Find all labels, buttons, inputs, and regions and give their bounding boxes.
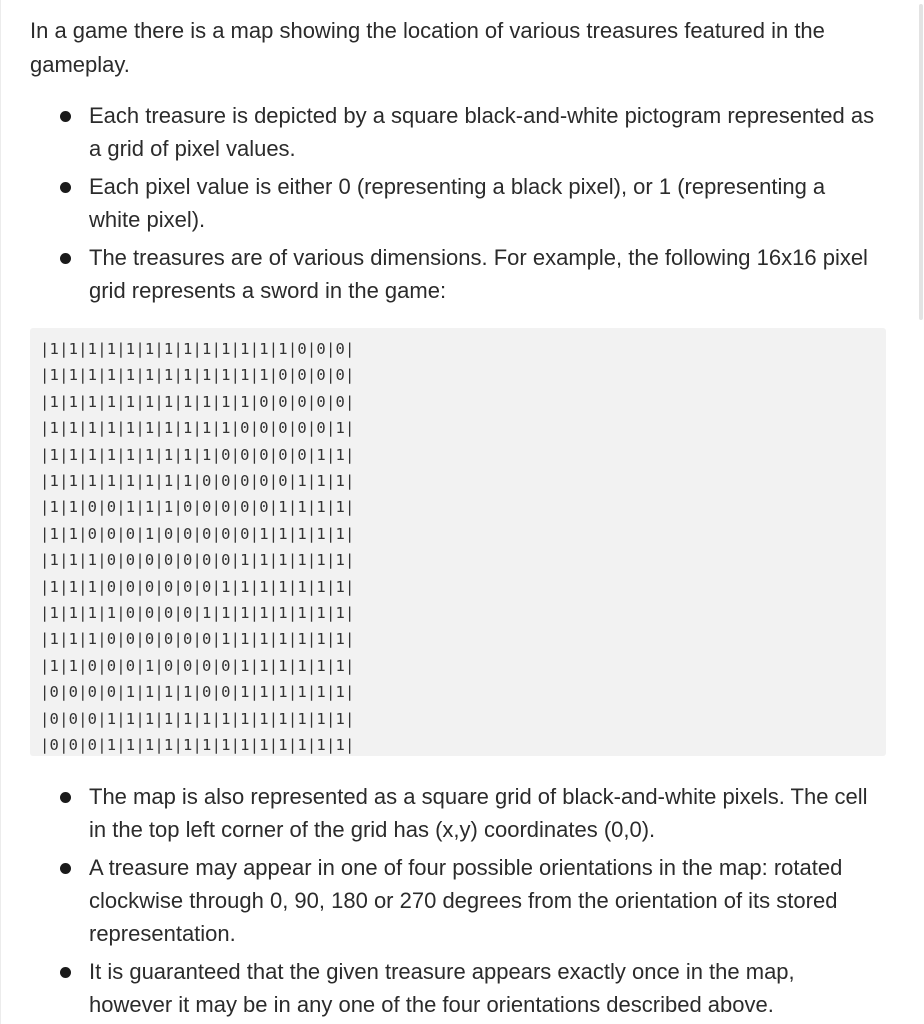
list-item-text: The treasures are of various dimensions. For example, the following 16x16 pixel grid represents a sword in the game: xyxy=(89,245,868,303)
grid-row: |0|0|0|1|1|1|1|1|1|1|1|1|1|1|1|1| xyxy=(40,736,355,755)
grid-row: |1|1|0|0|0|1|0|0|0|0|0|1|1|1|1|1| xyxy=(40,524,355,543)
left-border xyxy=(0,0,1,1024)
list-item-text: Each treasure is depicted by a square black-and-white pictogram represented as a grid of pixel values. xyxy=(89,103,875,161)
grid-row: |1|1|1|0|0|0|0|0|0|0|1|1|1|1|1|1| xyxy=(40,551,355,570)
grid-row: |1|1|0|0|1|1|1|0|0|0|0|0|1|1|1|1| xyxy=(40,498,355,517)
grid-row: |1|1|1|1|1|1|1|1|1|1|1|1|1|0|0|0| xyxy=(40,340,355,358)
grid-row: |1|1|1|1|1|1|1|1|1|1|1|1|0|0|0|0| xyxy=(40,366,355,385)
grid-row: |1|1|1|1|1|1|1|1|1|1|0|0|0|0|0|1| xyxy=(40,419,355,438)
list-item xyxy=(30,955,890,1021)
grid-row: |1|1|1|1|1|1|1|1|0|0|0|0|0|1|1|1| xyxy=(40,472,355,491)
list-item-text: Each pixel value is either 0 (representing a black pixel), or 1 (representing a white pixel). xyxy=(89,174,826,232)
grid-row: |1|1|0|0|0|1|0|0|0|0|1|1|1|1|1|1| xyxy=(40,656,355,675)
grid-row: |1|1|1|1|1|1|1|1|1|0|0|0|0|0|1|1| xyxy=(40,445,355,464)
list-item xyxy=(30,851,890,950)
grid-row: |1|1|1|0|0|0|0|0|0|1|1|1|1|1|1|1| xyxy=(40,577,355,596)
grid-row: |1|1|1|1|1|1|1|1|1|1|1|0|0|0|0|0| xyxy=(40,392,355,411)
scrollbar-thumb[interactable] xyxy=(919,4,923,320)
intro-paragraph: In a game there is a map showing the location of various treasures featured in the gameplay. xyxy=(30,18,825,77)
list-item xyxy=(30,780,890,846)
list-item xyxy=(30,241,890,307)
scrollbar[interactable] xyxy=(918,0,924,320)
list-item-text: It is guaranteed that the given treasure appears exactly once in the map, however it may be in any one of the four orientations described above. xyxy=(89,959,795,1017)
list-item-text: A treasure may appear in one of four possible orientations in the map: rotated clockwise through 0, 90, 180 or 270 degrees from the orientation of its stored representation. xyxy=(89,855,843,946)
grid-row: |0|0|0|1|1|1|1|1|1|1|1|1|1|1|1|1| xyxy=(40,709,355,728)
problem-statement xyxy=(30,14,890,1024)
bullet-list-top xyxy=(30,99,890,307)
grid-row: |1|1|1|1|0|0|0|0|1|1|1|1|1|1|1|1| xyxy=(40,604,355,623)
grid-row: |1|1|1|0|0|0|0|0|0|1|1|1|1|1|1|1| xyxy=(40,630,355,649)
sword-grid-code-block xyxy=(30,328,886,756)
list-item xyxy=(30,99,890,165)
bullet-list-bottom xyxy=(30,780,890,1021)
list-item-text: The map is also represented as a square grid of black-and-white pixels. The cell in the top left corner of the grid has (x,y) coordinates (0,0). xyxy=(89,784,868,842)
list-item xyxy=(30,170,890,236)
grid-row: |0|0|0|0|1|1|1|1|0|0|1|1|1|1|1|1| xyxy=(40,683,355,702)
